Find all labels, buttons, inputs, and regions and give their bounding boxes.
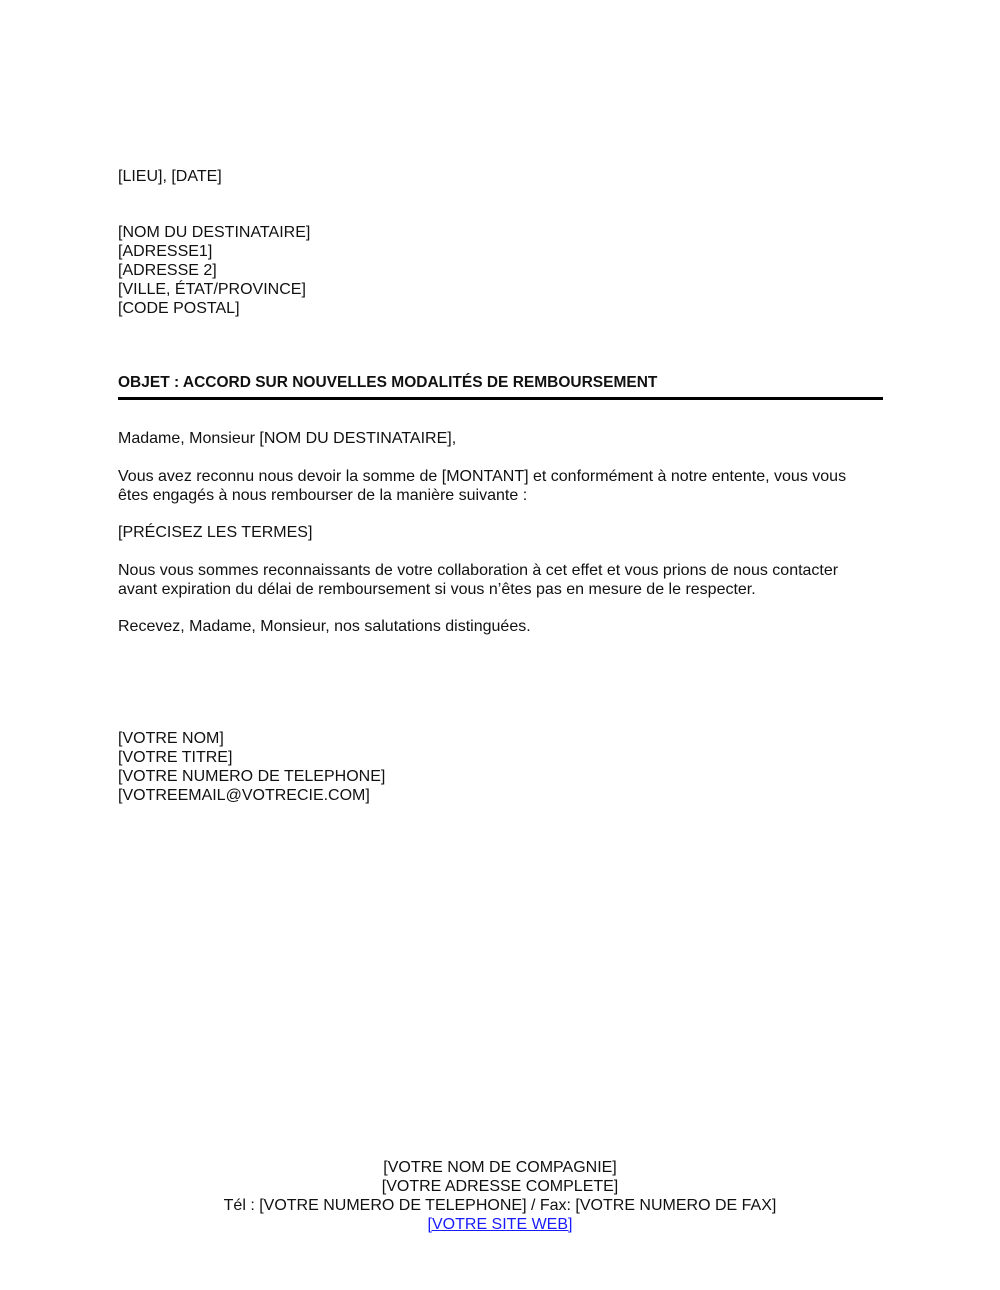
signature-name: [VOTRE NOM]	[118, 730, 224, 747]
closing: Recevez, Madame, Monsieur, nos salutations distinguées.	[118, 618, 531, 635]
salutation: Madame, Monsieur [NOM DU DESTINATAIRE],	[118, 430, 457, 447]
subject-divider	[118, 397, 883, 400]
footer-company: [VOTRE NOM DE COMPAGNIE]	[383, 1159, 617, 1176]
body-paragraph-terms: [PRÉCISEZ LES TERMES]	[118, 524, 313, 541]
body-paragraph-2: Nous vous sommes reconnaissants de votre collaboration à cet effet et vous prions de nous contacter avant expiration du délai de remboursement si vous n’êtes pas en mesure de le respecter.	[118, 562, 839, 598]
footer-website-link[interactable]: [VOTRE SITE WEB]	[427, 1216, 573, 1233]
recipient-address2: [ADRESSE 2]	[118, 262, 217, 279]
place-date: [LIEU], [DATE]	[118, 168, 222, 185]
recipient-name: [NOM DU DESTINATAIRE]	[118, 224, 311, 241]
recipient-block	[118, 223, 310, 318]
recipient-city-state: [VILLE, ÉTAT/PROVINCE]	[118, 281, 306, 298]
recipient-postal-code: [CODE POSTAL]	[118, 300, 240, 317]
signature-block	[118, 729, 385, 805]
signature-email: [VOTREEMAIL@VOTRECIE.COM]	[118, 787, 370, 804]
subject-line: OBJET : ACCORD SUR NOUVELLES MODALITÉS DE REMBOURSEMENT	[118, 374, 658, 391]
footer	[0, 1158, 1000, 1234]
footer-contact: Tél : [VOTRE NUMERO DE TELEPHONE] / Fax: [VOTRE NUMERO DE FAX]	[223, 1197, 777, 1214]
recipient-address1: [ADRESSE1]	[118, 243, 213, 260]
signature-title: [VOTRE TITRE]	[118, 749, 233, 766]
footer-address: [VOTRE ADRESSE COMPLETE]	[381, 1178, 619, 1195]
signature-phone: [VOTRE NUMERO DE TELEPHONE]	[118, 768, 386, 785]
body-paragraph-1: Vous avez reconnu nous devoir la somme de [MONTANT] et conformément à notre entente, vous vous êtes engagés à nous rembourser de la manière suivante :	[118, 468, 847, 504]
